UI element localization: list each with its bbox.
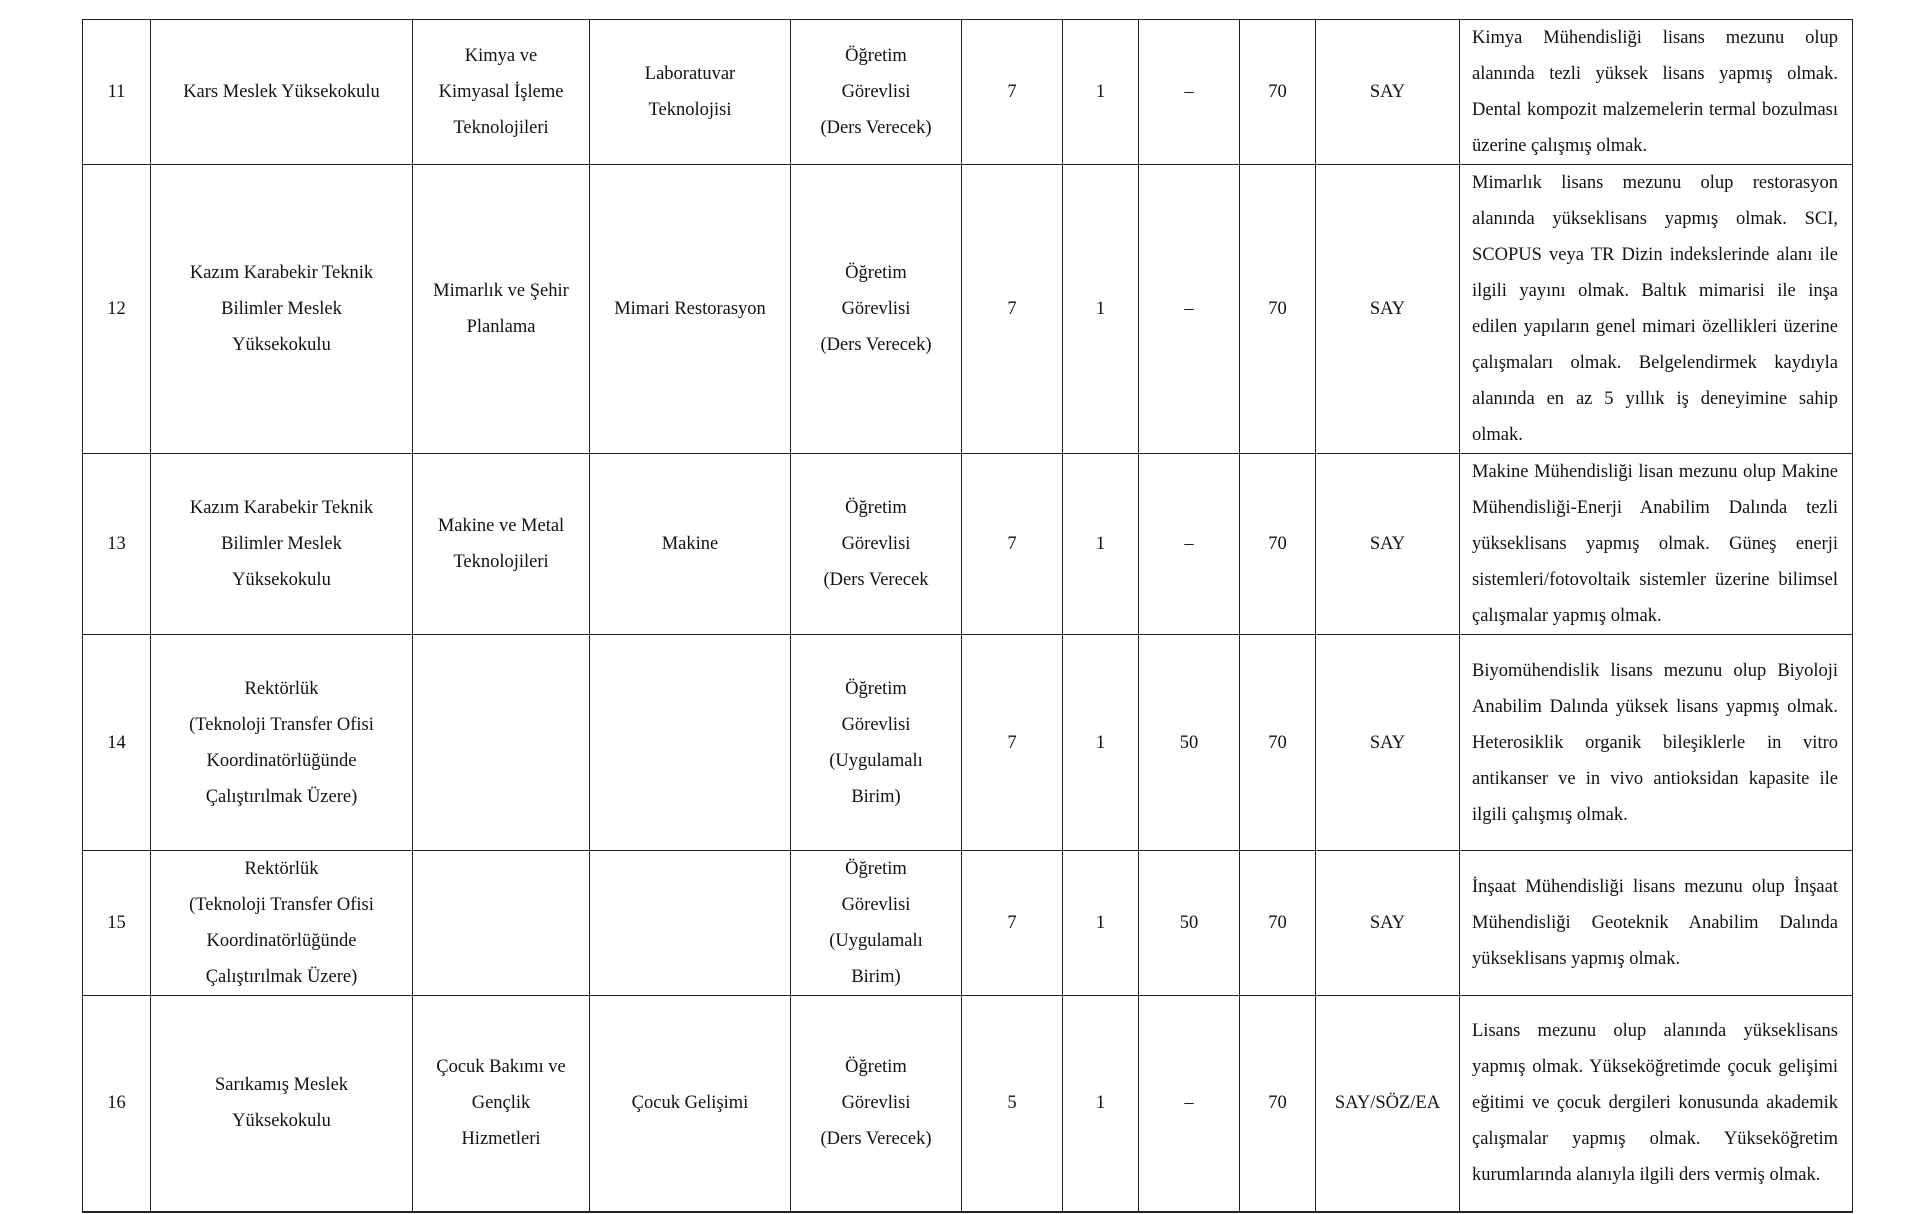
table-row <box>83 454 1853 635</box>
unit-line: Koordinatörlüğünde <box>206 931 357 951</box>
row-number: 14 <box>83 635 151 851</box>
title-line: (Uygulamalı <box>829 931 923 951</box>
degree-cell: 7 <box>962 635 1063 851</box>
unit-cell <box>151 165 413 454</box>
unit-line: (Teknoloji Transfer Ofisi <box>189 895 374 915</box>
requirements-cell: Biyomühendislik lisans mezunu olup Biyoloji Anabilim Dalında yüksek lisans yapmış olmak. Heterosiklik organik bileşiklerle in vitro antikanser ve in vivo antioksidan kapasite ile ilgili çalışmış olmak. <box>1460 635 1853 851</box>
title-line: Görevlisi <box>841 299 911 319</box>
table-row <box>83 851 1853 996</box>
count-cell: 1 <box>1063 20 1139 165</box>
program-cell <box>590 851 791 996</box>
title-line: Öğretim <box>845 498 907 518</box>
title-line: Öğretim <box>845 859 907 879</box>
unit-cell <box>151 454 413 635</box>
ales-cell: 50 <box>1139 635 1240 851</box>
ales-cell: 50 <box>1139 851 1240 996</box>
title-cell <box>791 851 962 996</box>
department-line: Teknolojileri <box>453 118 549 138</box>
unit-cell <box>151 851 413 996</box>
title-line: Öğretim <box>845 678 907 699</box>
program-line: Mimari Restorasyon <box>614 299 766 319</box>
title-line: Öğretim <box>845 263 907 283</box>
program-cell <box>590 635 791 851</box>
title-line: (Ders Verecek) <box>820 1129 932 1150</box>
department-cell <box>413 20 590 165</box>
count-cell: 1 <box>1063 851 1139 996</box>
unit-line: Kars Meslek Yüksekokulu <box>183 82 380 102</box>
department-line: Makine ve Metal <box>437 516 565 536</box>
program-cell <box>590 165 791 454</box>
degree-cell: 7 <box>962 20 1063 165</box>
ales-cell: – <box>1139 165 1240 454</box>
row-number: 13 <box>83 454 151 635</box>
language-cell: 70 <box>1240 454 1316 635</box>
language-cell: 70 <box>1240 635 1316 851</box>
title-line: (Uygulamalı <box>829 750 923 771</box>
unit-line: Sarıkamış Meslek <box>214 1075 349 1096</box>
degree-cell: 7 <box>962 454 1063 635</box>
score-type-cell: SAY <box>1316 635 1460 851</box>
program-line: Teknolojisi <box>648 100 732 120</box>
program-cell <box>590 20 791 165</box>
title-cell <box>791 20 962 165</box>
table-row <box>83 635 1853 851</box>
unit-line: Bilimler Meslek <box>221 299 342 319</box>
department-line: Kimyasal İşleme <box>438 82 564 102</box>
language-cell: 70 <box>1240 20 1316 165</box>
unit-cell <box>151 20 413 165</box>
count-cell: 1 <box>1063 635 1139 851</box>
title-line: Birim) <box>851 967 901 987</box>
unit-line: Kazım Karabekir Teknik <box>189 263 374 283</box>
title-line: Görevlisi <box>841 714 911 735</box>
language-cell: 70 <box>1240 996 1316 1212</box>
department-cell <box>413 454 590 635</box>
score-type-cell: SAY <box>1316 454 1460 635</box>
program-cell <box>590 996 791 1212</box>
language-cell: 70 <box>1240 165 1316 454</box>
language-cell: 70 <box>1240 851 1316 996</box>
unit-line: Rektörlük <box>244 859 319 879</box>
department-cell <box>413 165 590 454</box>
requirements-cell: Makine Mühendisliği lisan mezunu olup Makine Mühendisliği-Enerji Anabilim Dalında tezli yükseklisans yapmış olmak. Güneş enerji sistemleri/fotovoltaik sistemler üzerine bilimsel çalışmalar yapmış olmak. <box>1460 454 1853 635</box>
title-line: (Ders Verecek) <box>820 335 932 355</box>
unit-line: Yüksekokulu <box>232 335 331 355</box>
ales-cell: – <box>1139 996 1240 1212</box>
title-line: Birim) <box>851 786 901 807</box>
department-line: Gençlik <box>471 1093 531 1114</box>
title-line: Görevlisi <box>841 1093 911 1114</box>
title-cell <box>791 454 962 635</box>
program-line: Laboratuvar <box>644 64 736 84</box>
unit-line: Yüksekokulu <box>232 1111 331 1132</box>
row-number: 16 <box>83 996 151 1212</box>
ales-cell: – <box>1139 20 1240 165</box>
title-line: Görevlisi <box>841 534 911 554</box>
department-line: Çocuk Bakımı ve <box>436 1057 566 1078</box>
title-line: (Ders Verecek <box>823 570 929 590</box>
unit-line: Çalıştırılmak Üzere) <box>205 786 358 807</box>
title-cell <box>791 635 962 851</box>
title-line: Öğretim <box>845 1057 907 1078</box>
requirements-cell: Mimarlık lisans mezunu olup restorasyon alanında yükseklisans yapmış olmak. SCI, SCOPUS veya TR Dizin indekslerinde alanı ile ilgili yayını olmak. Baltık mimarisi ile inşa edilen yapıların genel mimari özellikleri üzerine çalışmaları olmak. Belgelendirmek kaydıyla alanında en az 5 yıllık iş deneyimine sahip olmak. <box>1460 165 1853 454</box>
degree-cell: 7 <box>962 165 1063 454</box>
title-line: (Ders Verecek) <box>820 118 932 138</box>
unit-line: Çalıştırılmak Üzere) <box>205 967 358 987</box>
degree-cell: 5 <box>962 996 1063 1212</box>
ales-cell: – <box>1139 454 1240 635</box>
row-number: 11 <box>83 20 151 165</box>
program-cell <box>590 454 791 635</box>
table-row <box>83 996 1853 1212</box>
unit-cell <box>151 635 413 851</box>
score-type-cell: SAY <box>1316 20 1460 165</box>
title-line: Görevlisi <box>841 82 911 102</box>
unit-line: Yüksekokulu <box>232 570 331 590</box>
title-line: Görevlisi <box>841 895 911 915</box>
title-line: Öğretim <box>845 46 907 66</box>
department-cell <box>413 996 590 1212</box>
count-cell: 1 <box>1063 996 1139 1212</box>
table-row <box>83 20 1853 165</box>
row-number: 15 <box>83 851 151 996</box>
requirements-cell: Lisans mezunu olup alanında yükseklisans yapmış olmak. Yükseköğretimde çocuk gelişimi eğitimi ve çocuk dergileri konusunda akademik çalışmalar yapmış olmak. Yükseköğretim kurumlarında alanıyla ilgili ders vermiş olmak. <box>1460 996 1853 1212</box>
title-cell <box>791 996 962 1212</box>
score-type-cell: SAY <box>1316 165 1460 454</box>
unit-line: Koordinatörlüğünde <box>206 750 357 771</box>
requirements-cell: İnşaat Mühendisliği lisans mezunu olup İnşaat Mühendisliği Geoteknik Anabilim Dalında yükseklisans yapmış olmak. <box>1460 851 1853 996</box>
table-body <box>83 20 1853 1212</box>
department-line: Planlama <box>466 317 536 337</box>
unit-cell <box>151 996 413 1212</box>
program-line: Makine <box>661 534 719 554</box>
department-line: Mimarlık ve Şehir <box>433 281 569 301</box>
department-line: Kimya ve <box>464 46 538 66</box>
requirements-cell: Kimya Mühendisliği lisans mezunu olup alanında tezli yüksek lisans yapmış olmak. Dental kompozit malzemelerin termal bozulması üzerine çalışmış olmak. <box>1460 20 1853 165</box>
row-number: 12 <box>83 165 151 454</box>
count-cell: 1 <box>1063 165 1139 454</box>
table-row <box>83 165 1853 454</box>
unit-line: Kazım Karabekir Teknik <box>189 498 374 518</box>
program-line: Çocuk Gelişimi <box>631 1093 749 1114</box>
count-cell: 1 <box>1063 454 1139 635</box>
positions-table <box>82 19 1853 1213</box>
score-type-cell: SAY/SÖZ/EA <box>1316 996 1460 1212</box>
department-line: Hizmetleri <box>461 1129 541 1150</box>
department-line: Teknolojileri <box>453 552 549 572</box>
department-cell <box>413 635 590 851</box>
title-cell <box>791 165 962 454</box>
unit-line: Bilimler Meslek <box>221 534 342 554</box>
degree-cell: 7 <box>962 851 1063 996</box>
unit-line: (Teknoloji Transfer Ofisi <box>189 714 374 735</box>
unit-line: Rektörlük <box>244 678 319 699</box>
department-cell <box>413 851 590 996</box>
score-type-cell: SAY <box>1316 851 1460 996</box>
